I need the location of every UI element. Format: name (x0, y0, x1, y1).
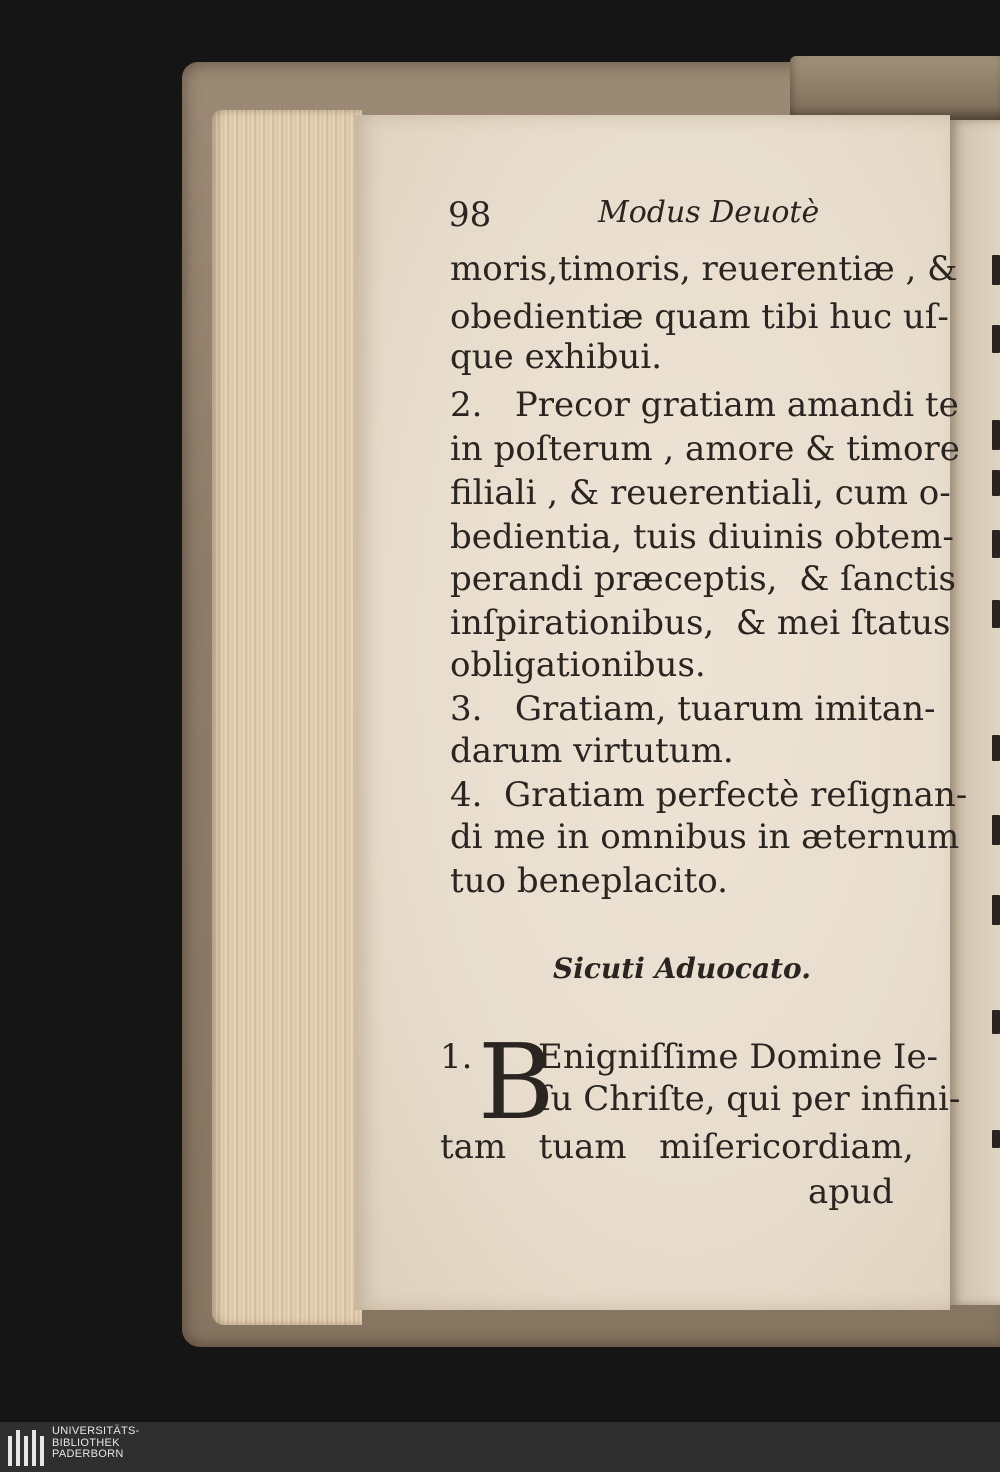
library-name-line: BIBLIOTHEK (52, 1436, 120, 1449)
library-logo (8, 1428, 48, 1466)
facing-page-edge (950, 120, 1000, 1305)
text-line: tuo beneplacito. (450, 861, 728, 901)
running-title: Modus Deuotè (598, 195, 820, 230)
library-name-line: UNIVERSITÄTS- (52, 1425, 140, 1437)
library-footer (0, 1422, 1000, 1472)
library-name-line: PADERBORN (52, 1448, 124, 1460)
text-line: Enigniſſime Domine Ie- (538, 1037, 939, 1077)
text-line: moris,timoris, reuerentiæ , & (450, 249, 958, 289)
text-line: in poſterum , amore & timore (450, 429, 960, 469)
binding-strap (790, 56, 1000, 120)
drop-cap: B (478, 1021, 555, 1143)
catchword: apud (808, 1172, 894, 1212)
text-line: darum virtutum. (450, 731, 734, 771)
text-line: 4. Gratiam perfectè reſignan- (450, 775, 968, 815)
text-line: inſpirationibus, & mei ſtatus (450, 603, 951, 643)
section-heading: Sicuti Aduocato. (553, 952, 811, 985)
text-line: 3. Gratiam, tuarum imitan- (450, 689, 936, 729)
text-line: 2. Precor gratiam amandi te (450, 385, 959, 425)
text-line: bedientia, tuis diuinis obtem- (450, 517, 954, 557)
page-number: 98 (448, 195, 492, 235)
text-line: ſu Chriſte, qui per infini- (538, 1079, 961, 1119)
text-line: que exhibui. (450, 337, 663, 377)
text-line: obligationibus. (450, 645, 706, 685)
text-line: di me in omnibus in æternum (450, 817, 960, 857)
page-edges (212, 110, 362, 1325)
text-line: filiali , & reuerentiali, cum o- (450, 473, 951, 513)
library-name (52, 1426, 140, 1461)
text-line: tam tuam miſericordiam, (440, 1127, 914, 1167)
text-line: perandi præceptis, & ſanctis (450, 559, 956, 599)
paragraph-number: 1. (440, 1037, 473, 1077)
text-line: obedientiæ quam tibi huc uſ- (450, 297, 949, 337)
